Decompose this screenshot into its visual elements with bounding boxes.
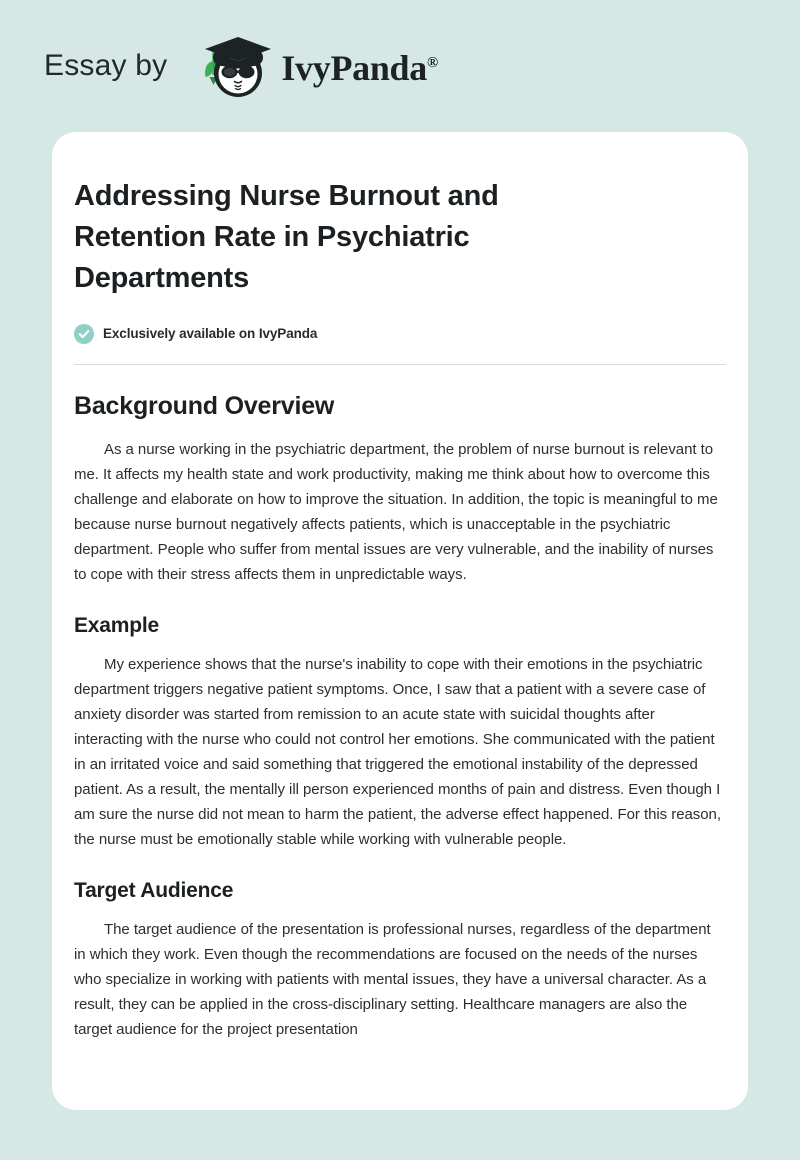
section-heading-example: Example xyxy=(74,613,159,637)
essay-paper-card xyxy=(52,132,748,1110)
page-title: Addressing Nurse Burnout and Retention Rate in Psychiatric Departments xyxy=(74,180,499,295)
section-paragraph: As a nurse working in the psychiatric department, the problem of nurse burnout is relevant to me. It affects my health state and work productivity, making me think about how to overcome this challenge and elaborate on how to improve the situation. In addition, the topic is meaningful to me because nurse burnout negatively affects patients, which is unacceptable in the psychiatric department. People who suffer from mental issues are very vulnerable, and the inability of nurses to cope with their stress affects them in unpredictable ways. xyxy=(74,440,718,583)
section-heading-background-overview: Background Overview xyxy=(74,391,335,420)
section-paragraph: The target audience of the presentation is professional nurses, regardless of the department in which they work. Even though the recommendations are focused on the needs of the nurses who specialize in working with patients with mental issues, they have a universal character. As a result, they can be applied in the cross-disciplinary setting. Healthcare managers are also the target audience for the project presentation xyxy=(74,920,711,1038)
exclusive-availability-badge xyxy=(74,324,726,344)
registered-trademark-mark: ® xyxy=(426,55,438,71)
ivypanda-logo[interactable] xyxy=(183,31,438,101)
brand-wordmark xyxy=(281,50,438,86)
title-divider xyxy=(74,364,726,365)
essay-by-label: Essay by xyxy=(44,49,168,82)
section-heading-target-audience: Target Audience xyxy=(74,878,234,902)
brand-header xyxy=(0,0,800,132)
brand-name-text: IvyPanda xyxy=(281,48,427,88)
paper-content xyxy=(74,176,726,1042)
section-paragraph: My experience shows that the nurse's inability to cope with their emotions in the psychiatric department triggers negative patient symptoms. Once, I saw that a patient with a severe case of anxiety disorder was started from remission to an acute state with suicidal thoughts after interacting with the nurse who could not control her emotions. She communicated with the patient in an irritated voice and said something that triggered the emotional instability of the depressed patient. As a result, the mentally ill person experienced months of pain and distress. Even though I am sure the nurse did not mean to harm the patient, the adverse effect happened. For this reason, the nurse must be emotionally stable while working with vulnerable people. xyxy=(74,655,721,848)
panda-graduate-logo-icon xyxy=(183,31,279,101)
check-circle-icon xyxy=(74,324,94,344)
exclusive-availability-label: Exclusively available on IvyPanda xyxy=(103,326,318,342)
